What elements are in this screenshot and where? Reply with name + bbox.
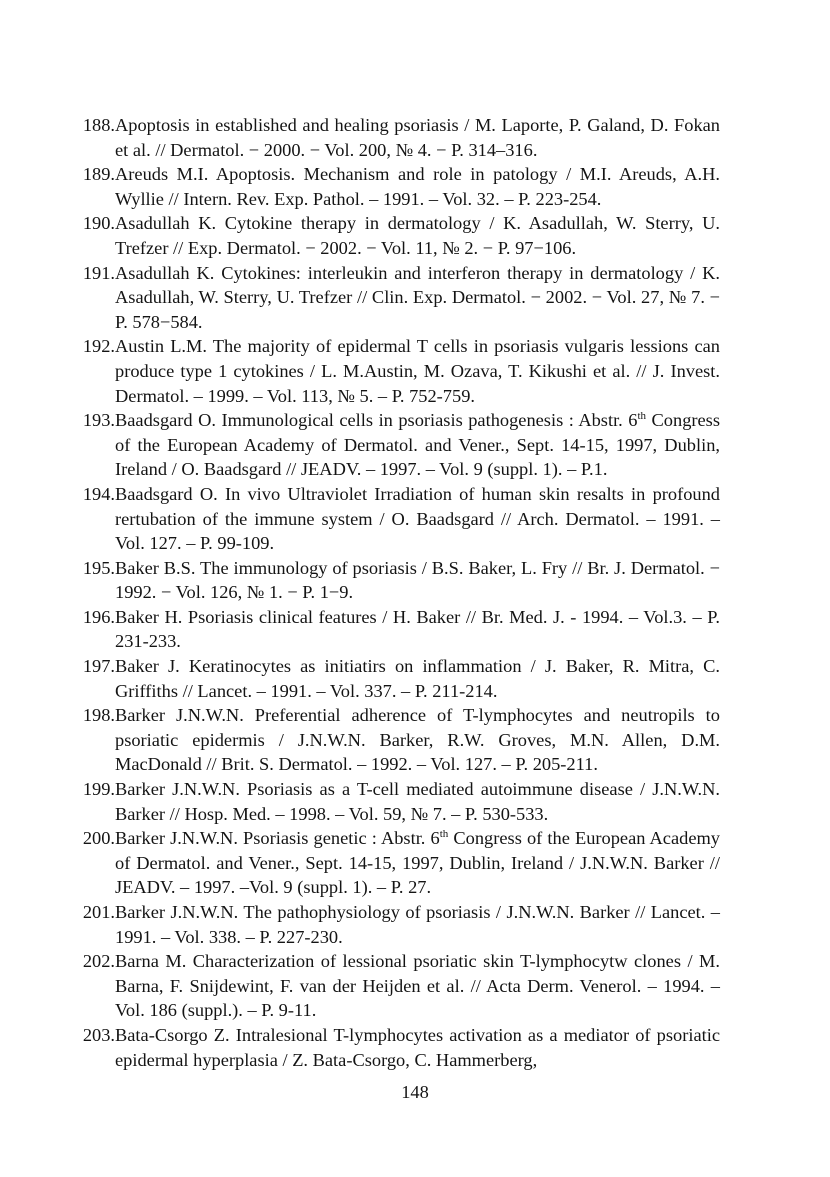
reference-number: 193. xyxy=(82,410,115,431)
reference-text-part: Congress of the European Academy of Dermatol. and Vener., Sept. 14-15, 1997, Dublin, Ireland / O. Baadsgard // JEADV. – 1997. – Vol. 9 (suppl. 1). – P.1. xyxy=(115,410,720,480)
page-number: 148 xyxy=(401,1082,429,1102)
reference-item xyxy=(0,334,830,408)
reference-item xyxy=(0,826,830,900)
reference-item xyxy=(0,1023,830,1072)
reference-text: Baker J. Keratinocytes as initiatirs on inflammation / J. Baker, R. Mitra, C. Griffiths // Lancet. – 1991. – Vol. 337. – P. 211-214. xyxy=(115,656,720,701)
reference-number: 191. xyxy=(82,262,115,283)
reference-number: 201. xyxy=(82,902,115,922)
reference-item xyxy=(0,113,830,162)
reference-text: Barker J.N.W.N. Psoriasis as a T-cell mediated autoimmune disease / J.N.W.N. Barker // Hosp. Med. – 1998. – Vol. 59, № 7. – P. 530-533. xyxy=(115,779,720,824)
reference-text: Barker J.N.W.N. The pathophysiology of psoriasis / J.N.W.N. Barker // Lancet. – 1991. – Vol. 338. – P. 227-230. xyxy=(115,902,720,947)
reference-number: 192. xyxy=(82,336,115,357)
reference-text: Baadsgard O. In vivo Ultraviolet Irradiation of human skin resalts in profound rertubation of the immune system / O. Baadsgard // Arch. Dermatol. – 1991. – Vol. 127. – P. 99-109. xyxy=(115,483,720,554)
reference-text: Baker H. Psoriasis clinical features / H. Baker // Br. Med. J. - 1994. – Vol.3. – P. 231-233. xyxy=(115,606,720,652)
reference-text: Barker J.N.W.N. Preferential adherence of T-lymphocytes and neutropils to psoriatic epidermis / J.N.W.N. Barker, R.W. Groves, M.N. Allen, D.M. MacDonald // Brit. S. Dermatol. – 1992. – Vol. 127. – P. 205-211. xyxy=(115,705,720,775)
reference-item xyxy=(0,654,830,703)
reference-number: 198. xyxy=(82,705,115,726)
reference-text: Austin L.M. The majority of epidermal T cells in psoriasis vulgaris lessions can produce type 1 cytokines / L. M.Austin, M. Ozava, T. Kikushi et al. // J. Invest. Dermatol. – 1999. – Vol. 113, № 5. – P. 752-759. xyxy=(115,336,720,406)
reference-number: 202. xyxy=(82,951,115,972)
reference-number: 200. xyxy=(82,828,115,849)
reference-list xyxy=(0,113,830,1072)
reference-text xyxy=(115,408,720,482)
reference-text-part: Congress of the European Academy of Dermatol. and Vener., Sept. 14-15, 1997, Dublin, Ireland / J.N.W.N. Barker // JEADV. – 1997. –Vol. 9 (suppl. 1). – P. 27. xyxy=(115,828,720,898)
reference-number: 190. xyxy=(82,213,115,234)
reference-item xyxy=(0,777,830,826)
reference-number: 203. xyxy=(82,1024,115,1045)
reference-number: 197. xyxy=(82,656,115,677)
ordinal-superscript: th xyxy=(637,410,647,422)
reference-text: Areuds M.I. Apoptosis. Mechanism and role in patology / M.I. Areuds, A.H. Wyllie // Intern. Rev. Exp. Pathol. – 1991. – Vol. 32. – P. 223-254. xyxy=(115,164,720,209)
reference-text: Asadullah K. Cytokine therapy in dermatology / K. Asadullah, W. Sterry, U. Trefzer // Exp. Dermatol. − 2002. − Vol. 11, № 2. − P. 97−106. xyxy=(115,213,720,258)
reference-item xyxy=(0,949,830,1023)
reference-number: 188. xyxy=(82,115,115,135)
reference-text-part: Baadsgard O. Immunological cells in psoriasis pathogenesis : Abstr. 6 xyxy=(115,410,638,431)
reference-item xyxy=(0,556,830,605)
reference-text: Bata-Csorgo Z. Intralesional T-lymphocytes activation as a mediator of psoriatic epidermal hyperplasia / Z. Bata-Csorgo, C. Hammerberg, xyxy=(115,1024,720,1070)
reference-number: 196. xyxy=(82,606,115,627)
reference-item xyxy=(0,408,830,482)
reference-item xyxy=(0,211,830,260)
reference-item xyxy=(0,605,830,654)
ordinal-superscript: th xyxy=(439,828,449,841)
reference-item xyxy=(0,900,830,949)
reference-text: Baker B.S. The immunology of psoriasis / B.S. Baker, L. Fry // Br. J. Dermatol. − 1992. − Vol. 126, № 1. − P. 1−9. xyxy=(115,557,720,603)
reference-number: 199. xyxy=(82,779,115,800)
reference-text: Barna M. Characterization of lessional psoriatic skin T-lymphocytw clones / M. Barna, F. Snijdewint, F. van der Heijden et al. // Acta Derm. Venerol. – 1994. – Vol. 186 (suppl.). – P. 9-11. xyxy=(115,951,720,1021)
reference-number: 194. xyxy=(82,483,115,504)
reference-item xyxy=(0,703,830,777)
reference-item xyxy=(0,482,830,556)
reference-number: 195. xyxy=(82,557,115,578)
reference-item xyxy=(0,162,830,211)
reference-number: 189. xyxy=(82,164,115,185)
reference-text: Apoptosis in established and healing psoriasis / M. Laporte, P. Galand, D. Fokan et al. // Dermatol. − 2000. − Vol. 200, № 4. − P. 314–316. xyxy=(115,115,720,160)
reference-text-part: Barker J.N.W.N. Psoriasis genetic : Abstr. 6 xyxy=(115,828,440,849)
reference-item xyxy=(0,261,830,335)
reference-text xyxy=(115,826,720,900)
reference-text: Asadullah K. Cytokines: interleukin and interferon therapy in dermatology / K. Asadullah, W. Sterry, U. Trefzer // Clin. Exp. Dermatol. − 2002. − Vol. 27, № 7. − P. 578−584. xyxy=(115,262,720,332)
